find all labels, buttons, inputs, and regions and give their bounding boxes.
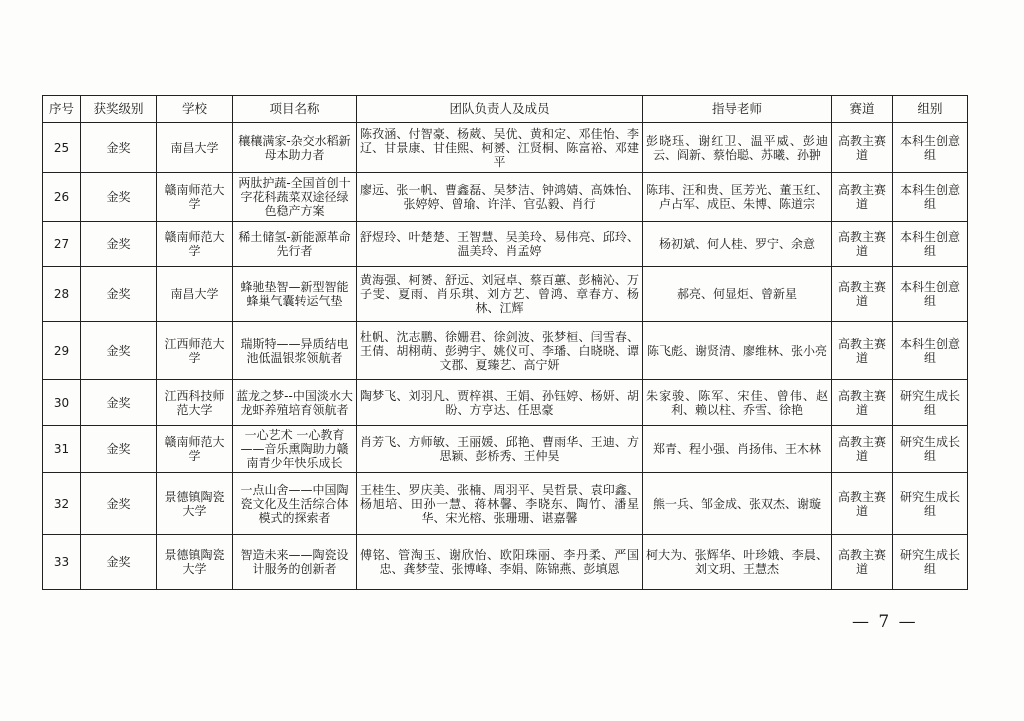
cell-group: 本科生创意组 xyxy=(893,322,968,380)
cell-track: 高教主赛道 xyxy=(832,322,893,380)
cell-school: 景德镇陶瓷大学 xyxy=(157,473,233,535)
cell-project: 蜂驰垫智—新型智能蜂巢气囊转运气垫 xyxy=(233,267,357,322)
cell-school: 南昌大学 xyxy=(157,267,233,322)
cell-advisors: 彭晓珏、谢红卫、温平威、彭迪云、阎新、蔡怡聪、苏曦、孙翀 xyxy=(643,123,832,173)
cell-team: 陶梦飞、刘羽凡、贾梓祺、王娟、孙钰婷、杨妍、胡盼、方亨达、任思豪 xyxy=(357,380,643,426)
header-track: 赛道 xyxy=(832,96,893,123)
table-row xyxy=(43,535,968,590)
cell-group: 研究生成长组 xyxy=(893,426,968,473)
cell-project: 智造未来——陶瓷设计服务的创新者 xyxy=(233,535,357,590)
cell-track: 高教主赛道 xyxy=(832,473,893,535)
cell-school: 江西科技师范大学 xyxy=(157,380,233,426)
cell-advisors: 陈玮、汪和贵、匡芳光、董玉红、卢占军、成臣、朱博、陈道宗 xyxy=(643,173,832,222)
cell-project: 蓝龙之梦--中国淡水大龙虾养殖培育领航者 xyxy=(233,380,357,426)
cell-team: 陈孜涵、付智豪、杨葳、吴优、黄和定、邓佳怡、李辽、甘景康、甘佳熙、柯赟、江贤桐、陈富裕、邓建平 xyxy=(357,123,643,173)
cell-team: 廖远、张一帆、曹鑫磊、吴梦洁、钟鸿婧、高姝怡、张婷婷、曾瑜、许洋、官弘毅、肖行 xyxy=(357,173,643,222)
cell-group: 研究生成长组 xyxy=(893,473,968,535)
cell-advisors: 熊一兵、邹金成、张双杰、谢璇 xyxy=(643,473,832,535)
header-group: 组别 xyxy=(893,96,968,123)
cell-no: 31 xyxy=(43,426,81,473)
cell-award: 金奖 xyxy=(81,173,157,222)
page-number: — 7 — xyxy=(852,612,918,632)
cell-no: 33 xyxy=(43,535,81,590)
cell-group: 本科生创意组 xyxy=(893,173,968,222)
cell-track: 高教主赛道 xyxy=(832,380,893,426)
cell-team: 黄海强、柯赟、舒远、刘冠卓、蔡百蕙、彭楠沁、万子雯、夏雨、肖乐琪、刘方艺、曾鸿、章春方、杨林、江辉 xyxy=(357,267,643,322)
table-row xyxy=(43,222,968,267)
table-row xyxy=(43,473,968,535)
cell-track: 高教主赛道 xyxy=(832,535,893,590)
table-row xyxy=(43,380,968,426)
cell-track: 高教主赛道 xyxy=(832,222,893,267)
header-project: 项目名称 xyxy=(233,96,357,123)
cell-award: 金奖 xyxy=(81,322,157,380)
cell-track: 高教主赛道 xyxy=(832,426,893,473)
cell-school: 赣南师范大学 xyxy=(157,173,233,222)
cell-advisors: 朱家骏、陈军、宋佳、曾伟、赵利、赖以柱、乔雪、徐艳 xyxy=(643,380,832,426)
table-row xyxy=(43,123,968,173)
cell-group: 本科生创意组 xyxy=(893,222,968,267)
cell-award: 金奖 xyxy=(81,222,157,267)
cell-no: 25 xyxy=(43,123,81,173)
cell-no: 29 xyxy=(43,322,81,380)
cell-project: 稀土储氢-新能源革命先行者 xyxy=(233,222,357,267)
cell-group: 本科生创意组 xyxy=(893,123,968,173)
header-award: 获奖级别 xyxy=(81,96,157,123)
table-row xyxy=(43,322,968,380)
cell-school: 江西师范大学 xyxy=(157,322,233,380)
cell-school: 赣南师范大学 xyxy=(157,222,233,267)
table-row xyxy=(43,173,968,222)
header-team: 团队负责人及成员 xyxy=(357,96,643,123)
cell-team: 傅铭、管淘玉、谢欣怡、欧阳珠丽、李丹柔、严国忠、龚梦莹、张博峰、李娟、陈锦燕、彭填恩 xyxy=(357,535,643,590)
cell-advisors: 郑青、程小强、肖扬伟、王木林 xyxy=(643,426,832,473)
cell-team: 舒煜玲、叶楚楚、王智慧、吴美玲、易伟亮、邱玲、温美玲、肖孟婷 xyxy=(357,222,643,267)
awards-table xyxy=(42,95,968,590)
header-no: 序号 xyxy=(43,96,81,123)
cell-award: 金奖 xyxy=(81,267,157,322)
cell-group: 本科生创意组 xyxy=(893,267,968,322)
cell-award: 金奖 xyxy=(81,473,157,535)
cell-advisors: 柯大为、张辉华、叶珍娥、李晨、刘文玥、王慧杰 xyxy=(643,535,832,590)
cell-track: 高教主赛道 xyxy=(832,173,893,222)
table-row xyxy=(43,267,968,322)
cell-award: 金奖 xyxy=(81,380,157,426)
cell-group: 研究生成长组 xyxy=(893,380,968,426)
cell-no: 32 xyxy=(43,473,81,535)
cell-team: 肖芳飞、方师敏、王丽媛、邱艳、曹雨华、王迪、方思颖、彭桥秀、王仲昊 xyxy=(357,426,643,473)
cell-award: 金奖 xyxy=(81,123,157,173)
cell-track: 高教主赛道 xyxy=(832,267,893,322)
cell-project: 瑞斯特——异质结电池低温银浆领航者 xyxy=(233,322,357,380)
cell-award: 金奖 xyxy=(81,426,157,473)
table-header-row xyxy=(43,96,968,123)
cell-advisors: 杨初斌、何人桂、罗宁、余意 xyxy=(643,222,832,267)
cell-award: 金奖 xyxy=(81,535,157,590)
table-row xyxy=(43,426,968,473)
header-school: 学校 xyxy=(157,96,233,123)
cell-track: 高教主赛道 xyxy=(832,123,893,173)
cell-no: 26 xyxy=(43,173,81,222)
cell-no: 30 xyxy=(43,380,81,426)
cell-team: 杜帆、沈志鹏、徐姗君、徐剑波、张梦桓、闫雪春、王倩、胡栩萌、彭骋宇、姚仪可、李璠、白晓晓、谭文郡、夏臻艺、高宁妍 xyxy=(357,322,643,380)
cell-project: 两肽护蔬-全国首创十字花科蔬菜双途径绿色稳产方案 xyxy=(233,173,357,222)
cell-school: 景德镇陶瓷大学 xyxy=(157,535,233,590)
cell-team: 王桂生、罗庆美、张楠、周羽平、吴哲景、袁印鑫、杨旭培、田孙一慧、蒋林馨、李晓东、陶竹、潘星华、宋光榕、张珊珊、谌嘉馨 xyxy=(357,473,643,535)
cell-school: 赣南师范大学 xyxy=(157,426,233,473)
header-advisors: 指导老师 xyxy=(643,96,832,123)
cell-group: 研究生成长组 xyxy=(893,535,968,590)
cell-project: 一点山舍——中国陶瓷文化及生活综合体模式的探索者 xyxy=(233,473,357,535)
cell-no: 28 xyxy=(43,267,81,322)
cell-advisors: 陈飞彪、谢贤清、廖维林、张小亮 xyxy=(643,322,832,380)
cell-advisors: 郝亮、何显炬、曾新星 xyxy=(643,267,832,322)
cell-school: 南昌大学 xyxy=(157,123,233,173)
cell-project: 一心艺术 一心教育——音乐熏陶助力赣南青少年快乐成长 xyxy=(233,426,357,473)
cell-no: 27 xyxy=(43,222,81,267)
cell-project: 穰穰满家-杂交水稻新母本助力者 xyxy=(233,123,357,173)
